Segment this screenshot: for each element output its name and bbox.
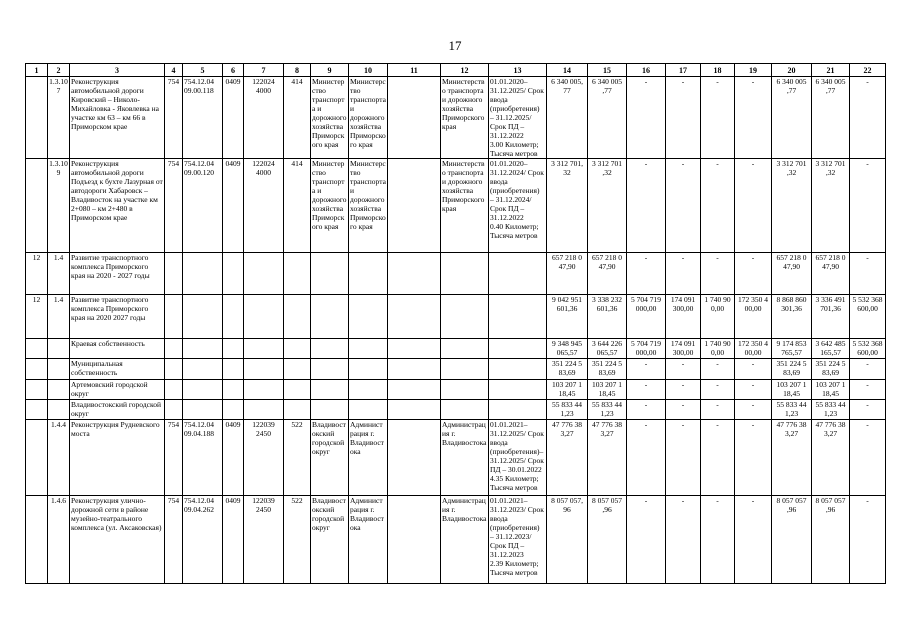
cell-col-13 <box>489 400 547 420</box>
cell-col-5 <box>183 359 223 380</box>
cell-col-14: 8 057 057, 96 <box>547 496 588 584</box>
cell-col-12: Министерство транспорта и дорожного хозяйства Приморского края <box>441 77 489 159</box>
cell-col-10 <box>349 295 388 339</box>
cell-col-2 <box>48 400 70 420</box>
cell-col-3: Развитие транспортного комплекса Приморского края на 2020 - 2027 годы <box>70 253 165 295</box>
cell-col-9 <box>311 400 349 420</box>
cell-col-16: - <box>627 77 666 159</box>
cell-col-2 <box>48 359 70 380</box>
cell-col-9 <box>311 253 349 295</box>
cell-col-13: 01.01.2020–31.12.2024/ Срок ввода (приобретения) – 31.12.2024/ Срок ПД – 31.12.2022 0.40 Километр; Тысяча метров <box>489 159 547 253</box>
cell-col-3: Владивостокский городской округ <box>70 400 165 420</box>
cell-col-2 <box>48 380 70 400</box>
cell-col-14: 9 348 945 065,57 <box>547 339 588 359</box>
cell-col-4 <box>165 295 183 339</box>
cell-col-8 <box>284 295 311 339</box>
cell-col-22: - <box>850 253 886 295</box>
cell-col-11 <box>388 253 441 295</box>
cell-col-5: 754.12.04 09.04.262 <box>183 496 223 584</box>
cell-col-16: - <box>627 159 666 253</box>
cell-col-10: Министерство транспорта и дорожного хозяйства Приморского края <box>349 77 388 159</box>
column-header-7: 7 <box>244 64 284 77</box>
page-number: 17 <box>448 38 462 53</box>
cell-col-1 <box>26 420 48 496</box>
cell-col-3: Развитие транспортного комплекса Приморского края на 2020 2027 годы <box>70 295 165 339</box>
cell-col-4: 754 <box>165 496 183 584</box>
column-header-16: 16 <box>627 64 666 77</box>
cell-col-7: 122039 2450 <box>244 420 284 496</box>
cell-col-12 <box>441 295 489 339</box>
cell-col-3: Реконструкция улично-дорожной сети в районе музейно-театрального комплекса (ул. Аксаковская) <box>70 496 165 584</box>
cell-col-9 <box>311 339 349 359</box>
cell-col-8: 522 <box>284 496 311 584</box>
cell-col-10 <box>349 253 388 295</box>
cell-col-2: 1.3.10 9 <box>48 159 70 253</box>
column-header-21: 21 <box>812 64 850 77</box>
cell-col-18: 1 740 90 0,00 <box>701 339 735 359</box>
cell-col-17: - <box>666 253 701 295</box>
cell-col-19: - <box>735 253 772 295</box>
cell-col-7 <box>244 295 284 339</box>
column-header-20: 20 <box>772 64 812 77</box>
cell-col-12 <box>441 339 489 359</box>
cell-col-8 <box>284 380 311 400</box>
cell-col-14: 3 312 701, 32 <box>547 159 588 253</box>
cell-col-6: 0409 <box>223 496 244 584</box>
cell-col-20: 9 174 853 765,57 <box>772 339 812 359</box>
cell-col-1 <box>26 380 48 400</box>
cell-col-6 <box>223 380 244 400</box>
cell-col-4 <box>165 253 183 295</box>
cell-col-22: - <box>850 420 886 496</box>
table-row <box>26 253 886 295</box>
cell-col-10 <box>349 359 388 380</box>
cell-col-21: 3 312 701 ,32 <box>812 159 850 253</box>
cell-col-18: - <box>701 496 735 584</box>
cell-col-6: 0409 <box>223 159 244 253</box>
cell-col-19: - <box>735 159 772 253</box>
cell-col-9: Владивостокский городской округ <box>311 496 349 584</box>
cell-col-12 <box>441 359 489 380</box>
cell-col-3: Реконструкция автомобильной дороги Кировский – Николо-Михайловка - Яковлевка на участке км 63 – км 66 в Приморском крае <box>70 77 165 159</box>
cell-col-14: 47 776 38 3,27 <box>547 420 588 496</box>
cell-col-13: 01.01.2021–31.12.2023/ Срок ввода (приобретения) – 31.12.2023/ Срок ПД – 31.12.2023 2.39 Километр; Тысяча метров <box>489 496 547 584</box>
table-row <box>26 77 886 159</box>
cell-col-8: 522 <box>284 420 311 496</box>
cell-col-2: 1.4.4 <box>48 420 70 496</box>
cell-col-19: - <box>735 380 772 400</box>
cell-col-16: - <box>627 400 666 420</box>
column-header-14: 14 <box>547 64 588 77</box>
cell-col-17: 174 091 300,00 <box>666 295 701 339</box>
cell-col-6 <box>223 400 244 420</box>
cell-col-9 <box>311 380 349 400</box>
cell-col-14: 657 218 0 47,90 <box>547 253 588 295</box>
cell-col-5: 754.12.04 09.00.120 <box>183 159 223 253</box>
cell-col-16: 5 704 719 000,00 <box>627 295 666 339</box>
cell-col-4: 754 <box>165 77 183 159</box>
cell-col-12 <box>441 400 489 420</box>
cell-col-9 <box>311 359 349 380</box>
cell-col-4: 754 <box>165 159 183 253</box>
cell-col-6 <box>223 295 244 339</box>
cell-col-16: - <box>627 380 666 400</box>
cell-col-19: 172 350 4 00,00 <box>735 339 772 359</box>
cell-col-21: 55 833 44 1,23 <box>812 400 850 420</box>
cell-col-17: - <box>666 496 701 584</box>
cell-col-15: 3 312 701 ,32 <box>588 159 627 253</box>
cell-col-18: - <box>701 253 735 295</box>
table-row <box>26 339 886 359</box>
cell-col-15: 47 776 38 3,27 <box>588 420 627 496</box>
cell-col-17: 174 091 300,00 <box>666 339 701 359</box>
cell-col-15: 103 207 1 18,45 <box>588 380 627 400</box>
cell-col-8 <box>284 339 311 359</box>
table-row <box>26 400 886 420</box>
cell-col-11 <box>388 496 441 584</box>
cell-col-8 <box>284 253 311 295</box>
cell-col-3: Реконструкция Рудневского моста <box>70 420 165 496</box>
cell-col-18: - <box>701 159 735 253</box>
cell-col-14: 351 224 5 83,69 <box>547 359 588 380</box>
cell-col-17: - <box>666 400 701 420</box>
cell-col-21: 8 057 057 ,96 <box>812 496 850 584</box>
cell-col-16: 5 704 719 000,00 <box>627 339 666 359</box>
cell-col-1 <box>26 77 48 159</box>
cell-col-9: Министерство транспорта и дорожного хозяйства Приморского края <box>311 159 349 253</box>
cell-col-21: 3 642 485 165,57 <box>812 339 850 359</box>
table-row <box>26 295 886 339</box>
cell-col-16: - <box>627 420 666 496</box>
cell-col-10: Администрация г. Владивостока <box>349 420 388 496</box>
cell-col-7 <box>244 359 284 380</box>
cell-col-20: 8 057 057 ,96 <box>772 496 812 584</box>
cell-col-17: - <box>666 380 701 400</box>
cell-col-22: - <box>850 159 886 253</box>
cell-col-4: 754 <box>165 420 183 496</box>
cell-col-18: - <box>701 380 735 400</box>
cell-col-12: Министерство транспорта и дорожного хозяйства Приморского края <box>441 159 489 253</box>
cell-col-4 <box>165 380 183 400</box>
cell-col-10 <box>349 339 388 359</box>
cell-col-21: 657 218 0 47,90 <box>812 253 850 295</box>
cell-col-21: 6 340 005 ,77 <box>812 77 850 159</box>
cell-col-22: - <box>850 400 886 420</box>
cell-col-20: 8 868 860 301,36 <box>772 295 812 339</box>
cell-col-2 <box>48 339 70 359</box>
column-header-2: 2 <box>48 64 70 77</box>
cell-col-22: - <box>850 496 886 584</box>
cell-col-10: Администрация г. Владивостока <box>349 496 388 584</box>
cell-col-20: 3 312 701 ,32 <box>772 159 812 253</box>
cell-col-1 <box>26 339 48 359</box>
header-row <box>26 64 886 77</box>
cell-col-11 <box>388 380 441 400</box>
cell-col-7: 122024 4000 <box>244 77 284 159</box>
cell-col-5 <box>183 253 223 295</box>
cell-col-7 <box>244 253 284 295</box>
column-header-4: 4 <box>165 64 183 77</box>
cell-col-1 <box>26 159 48 253</box>
cell-col-1 <box>26 400 48 420</box>
cell-col-20: 6 340 005 ,77 <box>772 77 812 159</box>
cell-col-7 <box>244 400 284 420</box>
cell-col-12 <box>441 253 489 295</box>
column-header-3: 3 <box>70 64 165 77</box>
column-header-10: 10 <box>349 64 388 77</box>
cell-col-4 <box>165 339 183 359</box>
cell-col-21: 47 776 38 3,27 <box>812 420 850 496</box>
cell-col-13 <box>489 295 547 339</box>
cell-col-18: - <box>701 400 735 420</box>
table-row <box>26 496 886 584</box>
cell-col-20: 103 207 1 18,45 <box>772 380 812 400</box>
cell-col-11 <box>388 77 441 159</box>
cell-col-22: 5 532 368 600,00 <box>850 339 886 359</box>
cell-col-19: - <box>735 77 772 159</box>
column-header-19: 19 <box>735 64 772 77</box>
cell-col-20: 351 224 5 83,69 <box>772 359 812 380</box>
cell-col-16: - <box>627 253 666 295</box>
cell-col-2: 1.4 <box>48 253 70 295</box>
cell-col-18: 1 740 90 0,00 <box>701 295 735 339</box>
cell-col-11 <box>388 159 441 253</box>
cell-col-3: Артемовский городской округ <box>70 380 165 400</box>
cell-col-3: Реконструкция автомобильной дороги Подъезд к бухте Лазурная от автодороги Хабаровск – Владивосток на участке км 2+080 – км 2+480 в Приморском крае <box>70 159 165 253</box>
cell-col-15: 6 340 005 ,77 <box>588 77 627 159</box>
cell-col-19: - <box>735 496 772 584</box>
cell-col-19: - <box>735 400 772 420</box>
cell-col-12 <box>441 380 489 400</box>
cell-col-15: 55 833 44 1,23 <box>588 400 627 420</box>
cell-col-5: 754.12.04 09.00.118 <box>183 77 223 159</box>
cell-col-18: - <box>701 420 735 496</box>
cell-col-16: - <box>627 496 666 584</box>
table-row <box>26 359 886 380</box>
cell-col-5 <box>183 295 223 339</box>
cell-col-6: 0409 <box>223 77 244 159</box>
cell-col-10 <box>349 380 388 400</box>
cell-col-13: 01.01.2020–31.12.2025/ Срок ввода (приобретения) – 31.12.2025/ Срок ПД – 31.12.2022 3.00 Километр; Тысяча метров <box>489 77 547 159</box>
cell-col-21: 351 224 5 83,69 <box>812 359 850 380</box>
column-header-13: 13 <box>489 64 547 77</box>
cell-col-11 <box>388 359 441 380</box>
column-header-11: 11 <box>388 64 441 77</box>
cell-col-13: 01.01.2021–31.12.2025/ Срок ввода (приобретения)– 31.12.2025/ Срок ПД – 30.01.2022 4.35 Километр; Тысяча метров <box>489 420 547 496</box>
column-header-12: 12 <box>441 64 489 77</box>
cell-col-19: - <box>735 420 772 496</box>
cell-col-7 <box>244 339 284 359</box>
cell-col-22: 5 532 368 600,00 <box>850 295 886 339</box>
cell-col-5: 754.12.04 09.04.188 <box>183 420 223 496</box>
cell-col-15: 8 057 057 ,96 <box>588 496 627 584</box>
column-header-5: 5 <box>183 64 223 77</box>
cell-col-21: 3 336 491 701,36 <box>812 295 850 339</box>
cell-col-22: - <box>850 380 886 400</box>
cell-col-11 <box>388 420 441 496</box>
cell-col-19: - <box>735 359 772 380</box>
column-header-8: 8 <box>284 64 311 77</box>
table-row <box>26 420 886 496</box>
cell-col-15: 3 338 232 601,36 <box>588 295 627 339</box>
cell-col-17: - <box>666 159 701 253</box>
cell-col-1: 12 <box>26 253 48 295</box>
cell-col-12: Администрация г. Владивостока <box>441 496 489 584</box>
cell-col-17: - <box>666 77 701 159</box>
cell-col-8 <box>284 400 311 420</box>
cell-col-15: 3 644 226 065,57 <box>588 339 627 359</box>
column-header-17: 17 <box>666 64 701 77</box>
cell-col-6 <box>223 253 244 295</box>
cell-col-20: 55 833 44 1,23 <box>772 400 812 420</box>
cell-col-16: - <box>627 359 666 380</box>
cell-col-2: 1.3.10 7 <box>48 77 70 159</box>
cell-col-6: 0409 <box>223 420 244 496</box>
cell-col-11 <box>388 339 441 359</box>
cell-col-15: 657 218 0 47,90 <box>588 253 627 295</box>
cell-col-4 <box>165 400 183 420</box>
cell-col-14: 9 042 951 601,36 <box>547 295 588 339</box>
cell-col-11 <box>388 295 441 339</box>
cell-col-18: - <box>701 77 735 159</box>
cell-col-14: 103 207 1 18,45 <box>547 380 588 400</box>
table-row <box>26 380 886 400</box>
cell-col-19: 172 350 4 00,00 <box>735 295 772 339</box>
cell-col-1: 12 <box>26 295 48 339</box>
cell-col-1 <box>26 496 48 584</box>
cell-col-9: Министерство транспорта и дорожного хозяйства Приморского края <box>311 77 349 159</box>
cell-col-2: 1.4.6 <box>48 496 70 584</box>
cell-col-13 <box>489 339 547 359</box>
cell-col-14: 55 833 44 1,23 <box>547 400 588 420</box>
cell-col-22: - <box>850 77 886 159</box>
column-header-15: 15 <box>588 64 627 77</box>
cell-col-18: - <box>701 359 735 380</box>
cell-col-6 <box>223 339 244 359</box>
column-header-22: 22 <box>850 64 886 77</box>
column-header-6: 6 <box>223 64 244 77</box>
cell-col-3: Краевая собственность <box>70 339 165 359</box>
cell-col-9 <box>311 295 349 339</box>
cell-col-17: - <box>666 359 701 380</box>
cell-col-5 <box>183 380 223 400</box>
cell-col-13 <box>489 253 547 295</box>
cell-col-5 <box>183 400 223 420</box>
cell-col-11 <box>388 400 441 420</box>
cell-col-1 <box>26 359 48 380</box>
cell-col-7: 122024 4000 <box>244 159 284 253</box>
cell-col-7 <box>244 380 284 400</box>
column-header-9: 9 <box>311 64 349 77</box>
cell-col-6 <box>223 359 244 380</box>
cell-col-5 <box>183 339 223 359</box>
cell-col-13 <box>489 380 547 400</box>
cell-col-7: 122039 2450 <box>244 496 284 584</box>
cell-col-10: Министерство транспорта и дорожного хозяйства Приморского края <box>349 159 388 253</box>
cell-col-3: Муниципальная собственность <box>70 359 165 380</box>
cell-col-8 <box>284 359 311 380</box>
cell-col-9: Владивостокский городской округ <box>311 420 349 496</box>
cell-col-15: 351 224 5 83,69 <box>588 359 627 380</box>
cell-col-12: Администрация г. Владивостока <box>441 420 489 496</box>
table-row <box>26 159 886 253</box>
data-table <box>25 63 886 584</box>
cell-col-21: 103 207 1 18,45 <box>812 380 850 400</box>
cell-col-8: 414 <box>284 77 311 159</box>
column-header-1: 1 <box>26 64 48 77</box>
cell-col-20: 657 218 0 47,90 <box>772 253 812 295</box>
cell-col-20: 47 776 38 3,27 <box>772 420 812 496</box>
cell-col-13 <box>489 359 547 380</box>
cell-col-22: - <box>850 359 886 380</box>
cell-col-8: 414 <box>284 159 311 253</box>
cell-col-10 <box>349 400 388 420</box>
cell-col-17: - <box>666 420 701 496</box>
cell-col-4 <box>165 359 183 380</box>
column-header-18: 18 <box>701 64 735 77</box>
cell-col-14: 6 340 005, 77 <box>547 77 588 159</box>
cell-col-2: 1.4 <box>48 295 70 339</box>
